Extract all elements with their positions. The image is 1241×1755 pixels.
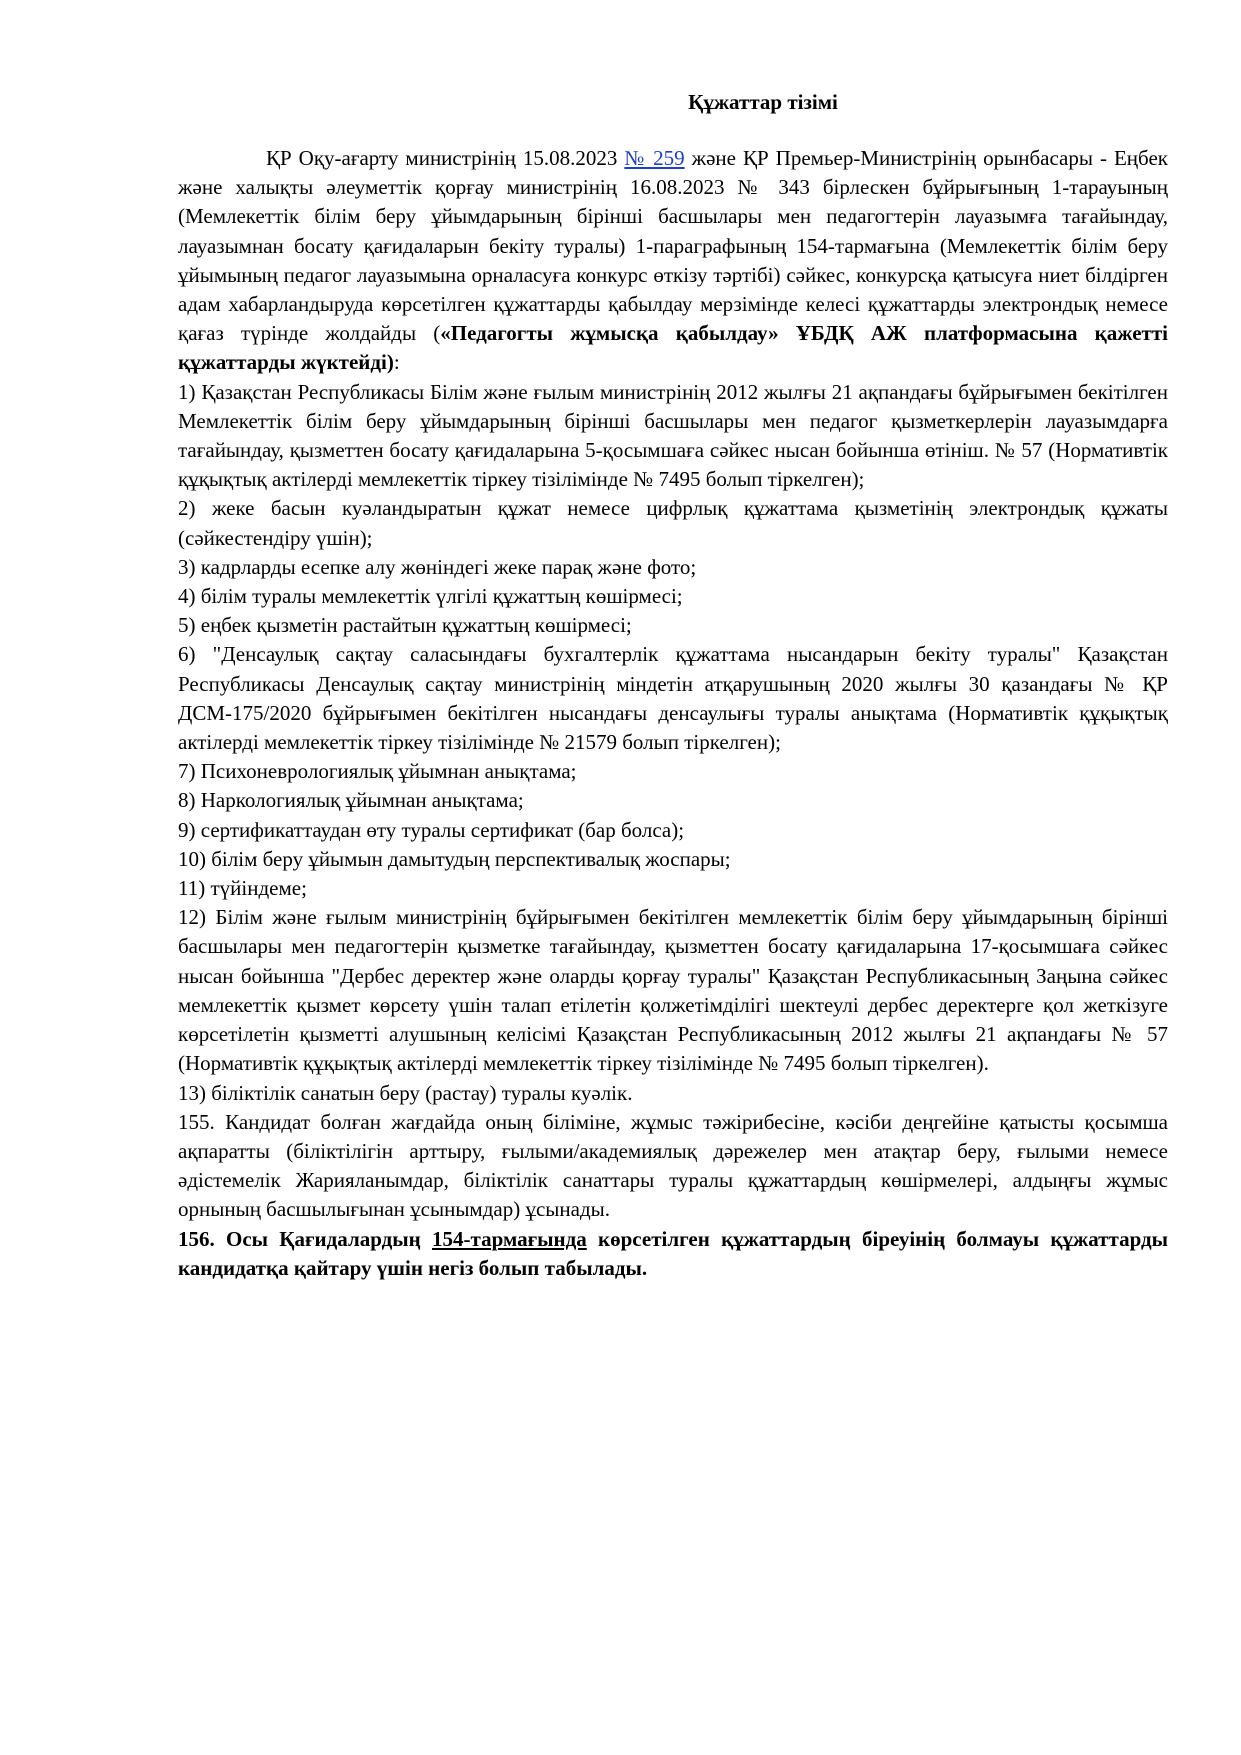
list-item-2: 2) жеке басын куәландыратын құжат немесе цифрлық құжаттама қызметінің электрондық құжаты (сәйкестендіру үшін);	[178, 496, 1168, 550]
intro-bold-text: «Педагогты жұмысқа қабылдау» ҰБДҚ АЖ платформасына қажетті құжаттарды жүктейді)	[178, 321, 1168, 375]
intro-text-1: ҚР Оқу-ағарту министрінің 15.08.2023	[266, 146, 625, 170]
list-item-3: 3) кадрларды есепке алу жөніндегі жеке парақ және фото;	[178, 554, 697, 579]
list-item-6: 6) "Денсаулық сақтау саласындағы бухгалтерлік құжаттама нысандарын бекіту туралы" Қазақстан Республикасы Денсаулық сақтау министрінің міндетін атқарушының 2020 жылғы 30 қазандағы № ҚР ДСМ-175/2020 бұйрығымен бекітілген нысандағы денсаулығы туралы анықтама (Нормативтік құқықтық актілерді мемлекеттік тіркеу тізілімінде № 21579 болып тіркелген);	[178, 642, 1168, 755]
list-item-8: 8) Наркологиялық ұйымнан анықтама;	[178, 788, 524, 813]
list-item-5: 5) еңбек қызметін растайтын құжаттың көшірмесі;	[178, 613, 632, 638]
paragraph-156	[178, 1225, 1168, 1283]
list-item-11: 11) түйіндеме;	[178, 876, 307, 901]
list-item-9: 9) сертификаттаудан өту туралы сертификат (бар болса);	[178, 817, 685, 842]
final-text-2: көрсетілген құжаттардың біреуінің болмауы құжаттарды кандидатқа қайтару үшін негіз болып табылады.	[178, 1226, 1168, 1280]
paragraph-155: 155. Кандидат болған жағдайда оның біліміне, жұмыс тәжірибесіне, кәсіби деңгейіне қатысты қосымша ақпаратты (біліктілігін арттыру, ғылыми/академиялық дәрежелер мен атақтар беру, ғылыми немесе әдістемелік Жарияланымдар, біліктілік санаттары туралы құжаттардың көшірмелері, алдыңғы жұмыс орнының басшылығынан ұсынымдар) ұсынады.	[178, 1109, 1168, 1222]
clause-154-link[interactable]: 154-тармағында	[432, 1226, 587, 1251]
document-title: Құжаттар тізімі	[688, 90, 838, 114]
final-text-1: 156. Осы Қағидалардың	[178, 1226, 433, 1251]
list-item-10: 10) білім беру ұйымын дамытудың перспективалық жоспары;	[178, 846, 731, 871]
list-item-12: 12) Білім және ғылым министрінің бұйрығымен бекітілген мемлекеттік білім беру ұйымдарының бірінші басшылары мен педагогтерін қызметке тағайындау, қызметтен босату қағидаларына 17-қосымшаға сәйкес нысан бойынша "Дербес деректер және оларды қорғау туралы" Қазақстан Республикасының Заңына сәйкес мемлекеттік қызмет көрсету үшін талап етілетін қолжетімділігі шектеулі дербес деректерге қол жеткізуге көрсетілетін қызметті алушының келісімі Қазақстан Республикасының 2012 жылғы 21 ақпандағы № 57 (Нормативтік құқықтық актілерді мемлекеттік тіркеу тізілімінде № 7495 болып тіркелген).	[178, 905, 1168, 1076]
intro-paragraph	[178, 144, 1168, 378]
intro-text-2: және ҚР Премьер-Министрінің орынбасары - Еңбек және халықты әлеуметтік қорғау министрінің 16.08.2023 № 343 бірлескен бұйрығының 1-тарауының (Мемлекеттік білім беру ұйымдарының бірінші басшылары мен педагогтерін лауазымға тағайындау, лауазымнан босату қағидаларын бекіту туралы) 1-параграфының 154-тармағына (Мемлекеттік білім беру ұйымының педагог лауазымына орналасуға конкурс өткізу тәртібі) сәйкес, конкурсқа қатысуға ниет білдірген адам хабарландыруда көрсетілген құжаттарды қабылдау мерзімінде келесі құжаттарды электрондық немесе қағаз түрінде жолдайды (	[178, 146, 1168, 346]
list-item-1: 1) Қазақстан Республикасы Білім және ғылым министрінің 2012 жылғы 21 ақпандағы бұйрығымен бекітілген Мемлекеттік білім беру ұйымдарының бірінші басшылары мен педагог қызметкерлерін лауазымдарға тағайындау, қызметтен босату қағидаларына 5-қосымшаға сәйкес нысан бойынша өтініш. № 57 (Нормативтік құқықтық актілерді мемлекеттік тіркеу тізілімінде № 7495 болып тіркелген);	[178, 379, 1168, 492]
document-list	[178, 378, 1168, 1225]
list-item-4: 4) білім туралы мемлекеттік үлгілі құжаттың көшірмесі;	[178, 584, 683, 609]
intro-text-3: :	[393, 350, 400, 375]
order-259-link[interactable]: № 259	[624, 146, 685, 170]
list-item-7: 7) Психоневрологиялық ұйымнан анықтама;	[178, 759, 577, 784]
document-page	[178, 88, 1168, 1283]
list-item-13: 13) біліктілік санатын беру (растау) туралы куәлік.	[178, 1080, 633, 1105]
